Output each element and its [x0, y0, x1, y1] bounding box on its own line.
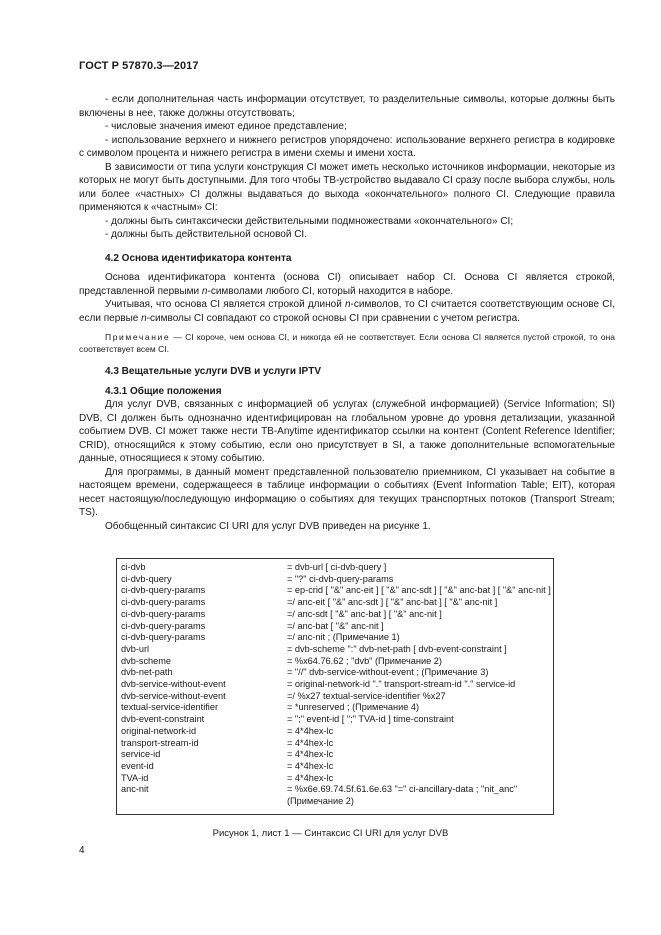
syntax-row — [121, 749, 551, 761]
syntax-rule-definition: = 4*4hex-lc — [287, 737, 334, 748]
syntax-row — [121, 702, 551, 714]
syntax-row — [121, 644, 551, 656]
syntax-rule-definition: =/ anc-bat [ "&" anc-nit ] — [287, 620, 384, 631]
syntax-rule-name: textual-service-identifier — [121, 702, 219, 713]
paragraph: - если дополнительная часть информации отсутствует, то разделительные символы, которые должны быть включены в нее, также должны отсутствовать; — [79, 94, 615, 119]
syntax-rule-definition: = %x6e.69.74.5f.61.6e.63 "=" ci-ancillary-data ; "nit_anc" — [287, 784, 518, 795]
syntax-rule-definition: =/ anc-nit ; (Примечание 1) — [287, 632, 400, 643]
syntax-rule-definition: = *unreserved ; (Примечание 4) — [287, 702, 420, 713]
syntax-row — [121, 562, 551, 574]
syntax-rule-definition: = ep-crid [ "&" anc-eit ] [ "&" anc-sdt ] [ "&" anc-bat ] [ "&" anc-nit ] — [287, 585, 551, 596]
syntax-row — [121, 773, 551, 785]
syntax-rule-name: dvb-net-path — [121, 667, 173, 678]
syntax-row — [121, 784, 551, 796]
syntax-rule-name: ci-dvb-query-params — [121, 620, 206, 631]
syntax-row — [121, 796, 551, 808]
syntax-rule-name: transport-stream-id — [121, 737, 199, 748]
syntax-rule-name: ci-dvb-query-params — [121, 608, 206, 619]
syntax-rule-definition: =/ anc-eit [ "&" anc-sdt ] [ "&" anc-bat ] [ "&" anc-nit ] — [287, 597, 498, 608]
subsection-heading-4-3-1: 4.3.1 Общие положения — [105, 385, 222, 397]
syntax-rule-definition: (Примечание 2) — [287, 796, 354, 807]
syntax-row — [121, 691, 551, 703]
syntax-rule-name: ci-dvb-query-params — [121, 632, 206, 643]
syntax-row — [121, 609, 551, 621]
syntax-rule-definition: = "?" ci-dvb-query-params — [287, 573, 394, 584]
paragraph: - должны быть действительной основой CI. — [105, 229, 307, 240]
syntax-rule-name: ci-dvb — [121, 562, 146, 572]
syntax-rule-name: anc-nit — [121, 784, 149, 795]
syntax-row — [121, 761, 551, 773]
syntax-row — [121, 656, 551, 668]
syntax-row — [121, 574, 551, 586]
section-heading-4-3: 4.3 Вещательные услуги DVB и услуги IPTV — [105, 366, 322, 377]
paragraph: - использование верхнего и нижнего регистров упорядочено: использование верхнего регистра в кодировке с символом процента и нижнего регистра в имени схемы и имени хоста. — [79, 134, 615, 159]
syntax-rule-definition: = ";" event-id [ ";" TVA-id ] time-constraint — [287, 714, 454, 725]
syntax-row — [121, 632, 551, 644]
syntax-rule-name: original-network-id — [121, 725, 197, 736]
syntax-row — [121, 738, 551, 750]
syntax-rule-definition: = "//" dvb-service-without-event ; (Примечание 3) — [287, 667, 489, 678]
syntax-rule-name: dvb-url — [121, 643, 150, 654]
document-header: ГОСТ Р 57870.3—2017 — [79, 60, 199, 72]
syntax-rule-definition: = 4*4hex-lc — [287, 725, 334, 736]
syntax-rule-definition: = %x64.76.62 ; "dvb" (Примечание 2) — [287, 655, 442, 666]
syntax-rule-definition: = dvb-scheme ":" dvb-net-path [ dvb-event-constraint ] — [287, 643, 507, 654]
paragraph: Для услуг DVB, связанных с информацией об услугах (служебной информацией) (Service Information; SI) DVB, CI должен быть однозначно идентифицирован на глобальном уровне до уровня детализации, указанной событием DVB. CI может также нести TB-Anytime идентификатор ссылки на контент (Content Reference Identifier; CRID), относящийся к этому событию, если оно присутствует в SI, а также дополнительные вспомогательные данные, относящиеся к этому событию. — [79, 399, 615, 464]
paragraph: Обобщенный синтаксис CI URI для услуг DVB приведен на рисунке 1. — [105, 520, 431, 532]
syntax-rule-name: ci-dvb-query-params — [121, 597, 206, 608]
paragraph: Для программы, в данный момент представленной пользователю приемником, CI указывает на событие в настоящем времени, содержащееся в таблице информации о событиях (Event Information Table; EIT), которая несет настоящую/последующую информацию о событиях для текущих транспортных потоков (Transport Stream; TS). — [79, 466, 615, 518]
syntax-rule-name: dvb-event-constraint — [121, 714, 205, 725]
syntax-figure-box — [116, 558, 554, 815]
section-heading-4-2: 4.2 Основа идентификатора контента — [105, 252, 292, 264]
syntax-rule-definition: =/ %x27 textual-service-identifier %x27 — [287, 690, 446, 701]
syntax-row — [121, 667, 551, 679]
syntax-rule-name: event-id — [121, 760, 154, 771]
syntax-row — [121, 726, 551, 738]
syntax-row — [121, 621, 551, 633]
body-text — [79, 93, 615, 533]
note — [79, 331, 615, 355]
paragraph: В зависимости от типа услуги конструкция CI может иметь несколько источников информации, некоторые из которых не могут быть доступными. Для того чтобы ТВ-устройство выдавало CI сразу после выбора службы, ноль или более «частных» CI должны выдаваться до выхода «окончательного» полного CI. Следующие правила применяются к «частным» CI: — [79, 161, 615, 213]
syntax-rule-definition: = 4*4hex-lc — [287, 760, 334, 771]
paragraph: - числовые значения имеют единое представление; — [105, 121, 347, 132]
syntax-rule-name: ci-dvb-query — [121, 573, 172, 584]
syntax-row — [121, 597, 551, 609]
syntax-rule-definition: = original-network-id "." transport-stream-id "." service-id — [287, 679, 516, 690]
syntax-rule-name — [121, 796, 287, 808]
syntax-rule-definition: = 4*4hex-lc — [287, 772, 334, 783]
syntax-rule-definition: = 4*4hex-lc — [287, 749, 334, 760]
syntax-row — [121, 714, 551, 726]
syntax-row — [121, 585, 551, 597]
syntax-rule-definition: =/ anc-sdt [ "&" anc-bat ] [ "&" anc-nit ] — [287, 608, 442, 619]
paragraph: - должны быть синтаксически действительными подмножествами «окончательного» CI; — [105, 215, 514, 227]
paragraph: Учитывая, что основа CI является строкой длиной n-символов, то CI считается соответствующим основе CI, если первые n-символы CI совпадают со строкой основы CI при сравнении с учетом регистра. — [79, 299, 615, 324]
syntax-rule-definition: = dvb-url [ ci-dvb-query ] — [287, 562, 387, 572]
syntax-rule-name: dvb-scheme — [121, 655, 172, 666]
note-text: — CI короче, чем основа CI, и никогда ей не соответствует. Если основа CI является пустой строкой, то она соответствует всем CI. — [79, 332, 615, 354]
page-number: 4 — [79, 845, 85, 856]
syntax-rule-name: ci-dvb-query-params — [121, 585, 206, 596]
syntax-rule-name: TVA-id — [121, 772, 149, 783]
paragraph: Основа идентификатора контента (основа CI) описывает набор CI. Основа CI является строкой, представленной первыми n-символами любого CI, который находится в наборе. — [79, 272, 615, 297]
figure-caption: Рисунок 1, лист 1 — Синтаксис CI URI для услуг DVB — [212, 828, 449, 839]
syntax-rows — [121, 562, 551, 808]
syntax-rule-name: dvb-service-without-event — [121, 690, 226, 701]
syntax-rule-name: dvb-service-without-event — [121, 679, 226, 690]
syntax-rule-name: service-id — [121, 749, 161, 760]
note-label: Примечание — [105, 332, 171, 342]
syntax-row — [121, 679, 551, 691]
